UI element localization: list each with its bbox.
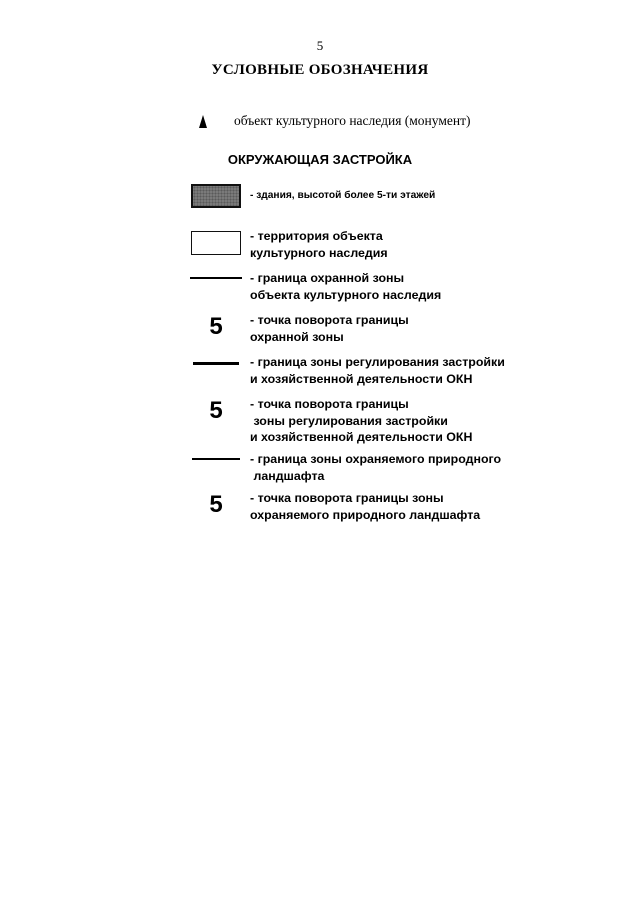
legend-text-protected-zone-boundary: - граница охранной зоны объекта культурного наследия [250, 271, 442, 302]
section-subtitle: ОКРУЖАЮЩАЯ ЗАСТРОЙКА [227, 152, 413, 167]
legend-text-heritage-territory: - территория объекта культурного наследия [250, 229, 388, 260]
page-title: УСЛОВНЫЕ ОБОЗНАЧЕНИЯ [211, 62, 429, 78]
legend-text-regulation-zone-point: - точка поворота границы зоны регулирования застройки и хозяйственной деятельности ОКН [250, 397, 473, 444]
turning-point-number: 5 [209, 397, 223, 424]
legend-item-heritage-territory [186, 228, 526, 262]
legend-text-regulation-zone-boundary: - граница зоны регулирования застройки и хозяйственной деятельности ОКН [250, 355, 505, 386]
thick-boundary-line [193, 362, 239, 365]
legend-item-protected-zone-boundary [186, 270, 526, 304]
triangle-marker-icon [199, 115, 207, 133]
legend-item-regulation-zone-point [186, 396, 526, 446]
turning-point-number: 5 [209, 313, 223, 340]
legend-item-regulation-zone-boundary [186, 354, 526, 388]
legend-item-buildings [186, 182, 526, 210]
white-territory-swatch [191, 231, 241, 255]
turning-point-number: 5 [209, 491, 223, 518]
legend-text-landscape-zone-point: - точка поворота границы зоны охраняемого природного ландшафта [250, 491, 481, 522]
legend-text-buildings: - здания, высотой более 5-ти этажей [250, 190, 436, 201]
legend-item-monument [195, 113, 515, 131]
legend-text-protected-zone-point: - точка поворота границы охранной зоны [250, 313, 409, 344]
thin-boundary-line [190, 277, 242, 279]
legend-text-monument: объект культурного наследия (монумент) [234, 113, 471, 128]
legend-text-landscape-zone-boundary: - граница зоны охраняемого природного ландшафта [250, 452, 502, 483]
dark-building-swatch [191, 184, 241, 208]
legend-item-landscape-zone-point [186, 490, 526, 524]
legend-item-protected-zone-point [186, 312, 526, 346]
legend-item-landscape-zone-boundary [186, 451, 526, 485]
medium-boundary-line [192, 458, 240, 461]
page-number: 5 [316, 38, 324, 53]
